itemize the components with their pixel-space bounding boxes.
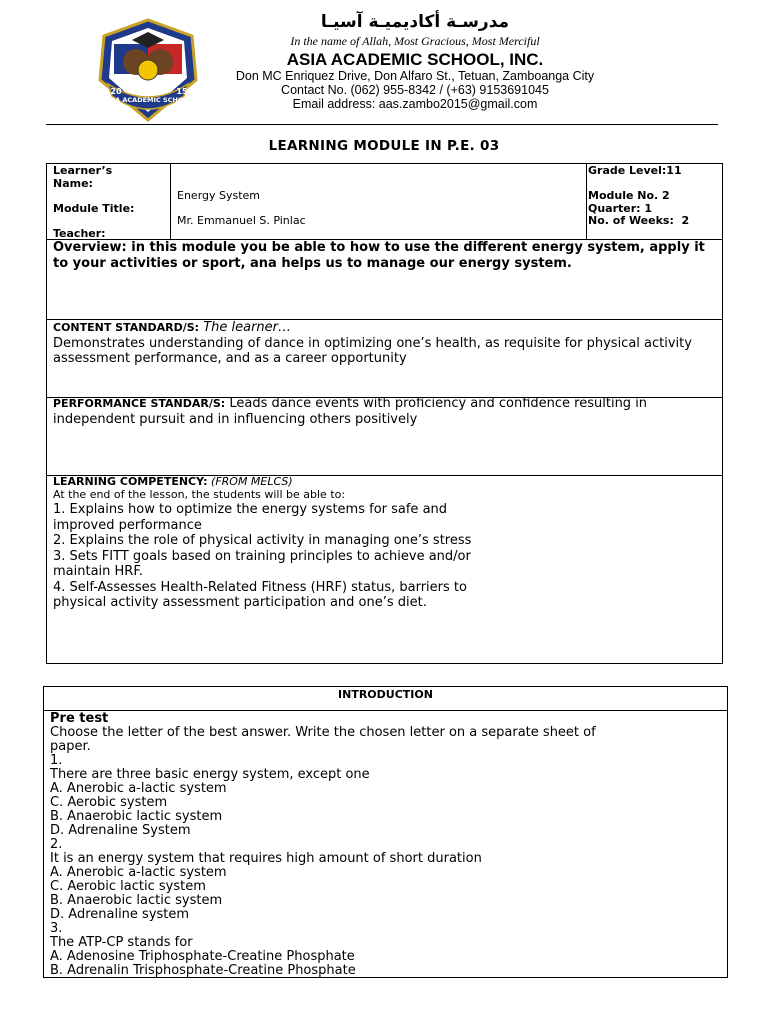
info-grade-column	[587, 164, 724, 239]
content-standard-section	[46, 320, 723, 398]
number-of-weeks: No. of Weeks: 2	[588, 214, 690, 227]
info-values-column	[171, 164, 587, 239]
competency-item: 4. Self-Assesses Health-Related Fitness (HRF) status, barriers to physical activity assessment participation and one’s diet.	[53, 579, 467, 610]
module-info-table	[46, 163, 723, 240]
pretest-instructions: Choose the letter of the best answer. Write the chosen letter on a separate sheet of paper.	[50, 725, 596, 754]
question-text: The ATP-CP stands for	[50, 935, 193, 950]
learners-name-label: Learner’s Name:	[53, 164, 113, 190]
competency-source: (FROM MELCS)	[207, 475, 293, 488]
content-standard-label: CONTENT STANDARD/S:	[53, 321, 200, 334]
question-text: There are three basic energy system, except one	[50, 767, 370, 782]
performance-standard-section	[46, 398, 723, 476]
competency-label: LEARNING COMPETENCY:	[53, 475, 208, 488]
answer-choice: B. Adrenalin Trisphosphate-Creatine Phosphate	[50, 963, 356, 978]
bismillah-line: In the name of Allah, Most Gracious, Most Merciful	[290, 34, 540, 48]
answer-choice: C. Aerobic system	[50, 795, 168, 810]
competency-item: 3. Sets FITT goals based on training principles to achieve and/or maintain HRF.	[53, 548, 471, 579]
quarter: Quarter: 1	[588, 202, 653, 215]
introduction-heading: INTRODUCTION	[44, 687, 727, 711]
module-title-value: Energy System	[177, 189, 261, 202]
answer-choice: B. Anaerobic lactic system	[50, 809, 223, 824]
teacher-value: Mr. Emmanuel S. Pinlac	[177, 214, 306, 227]
pretest-heading: Pre test	[50, 711, 109, 726]
answer-choice: D. Adrenaline System	[50, 823, 191, 838]
question-number: 3.	[50, 921, 63, 936]
module-title-label: Module Title:	[53, 202, 135, 215]
logo-text: ASIA ACADEMIC SCHOOL	[102, 96, 194, 104]
competency-intro: At the end of the lesson, the students will be able to:	[53, 488, 346, 501]
info-labels-column	[47, 164, 171, 239]
learning-competency-section	[46, 476, 723, 664]
letterhead	[0, 0, 768, 130]
answer-choice: B. Anaerobic lactic system	[50, 893, 223, 908]
content-standard-lead: The learner…	[199, 320, 292, 335]
overview-text: Overview: in this module you be able to how to use the different energy system, apply it to your activities or sport, ana helps us to manage our energy system.	[53, 240, 705, 271]
logo-year-right: 15	[176, 87, 188, 96]
competency-item: 1. Explains how to optimize the energy systems for safe and improved performance	[53, 502, 448, 533]
performance-standard-text: Leads dance events with proficiency and confidence resulting in independent pursuit and in influencing others positively	[53, 396, 648, 427]
question-number: 2.	[50, 837, 63, 852]
teacher-label: Teacher:	[53, 227, 106, 240]
introduction-section	[43, 686, 728, 978]
question-text: It is an energy system that requires high amount of short duration	[50, 851, 482, 866]
school-address: Don MC Enriquez Drive, Don Alfaro St., Tetuan, Zamboanga City	[235, 69, 595, 83]
school-name: ASIA ACADEMIC SCHOOL, INC.	[286, 50, 544, 69]
module-title-heading: LEARNING MODULE IN P.E. 03	[268, 138, 500, 154]
module-number: Module No. 2	[588, 189, 670, 202]
performance-standard-label: PERFORMANCE STANDAR/S:	[53, 397, 226, 410]
content-standard-text: Demonstrates understanding of dance in optimizing one’s health, as requisite for physical activity assessment performance, and as a career opportunity	[53, 335, 692, 366]
overview-section	[46, 240, 723, 320]
header-divider	[46, 124, 718, 125]
answer-choice: A. Anerobic a-lactic system	[50, 865, 227, 880]
answer-choice: A. Anerobic a-lactic system	[50, 781, 227, 796]
competency-item: 2. Explains the role of physical activity in managing one’s stress	[53, 533, 472, 548]
answer-choice: D. Adrenaline system	[50, 907, 190, 922]
answer-choice: C. Aerobic lactic system	[50, 879, 206, 894]
arabic-school-name: مدرسـة أكاديميـة آسيـا	[320, 12, 510, 32]
school-logo	[96, 18, 200, 122]
question-number: 1.	[50, 753, 63, 768]
school-email: Email address: aas.zambo2015@gmail.com	[292, 97, 538, 111]
answer-choice: A. Adenosine Triphosphate-Creatine Phosphate	[50, 949, 355, 964]
grade-level: Grade Level:11	[588, 164, 682, 177]
logo-year-left: 20	[110, 87, 122, 96]
school-contact: Contact No. (062) 955-8342 / (+63) 9153691045	[281, 83, 549, 97]
